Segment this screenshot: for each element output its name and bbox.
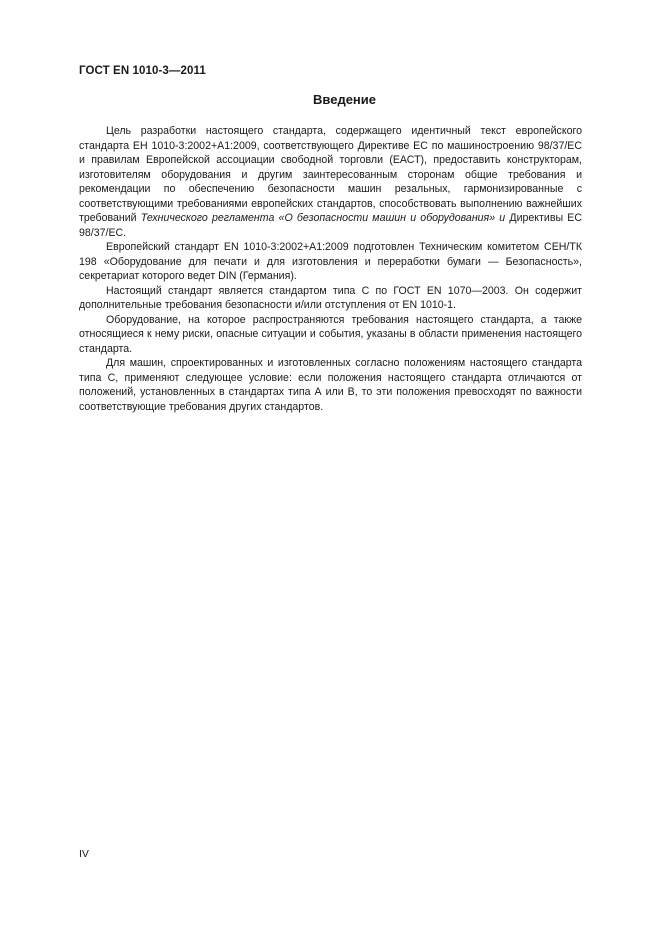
page-number: IV	[79, 848, 89, 860]
paragraph-origin: Европейский стандарт EN 1010-3:2002+A1:2009 подготовлен Техническим комитетом СЕН/ТК 198 «Оборудование для печати и для изготовления и переработки бумаги — Безопасность», секретариат которого ведет DIN (Германия).	[79, 241, 582, 282]
paragraph-purpose	[79, 124, 582, 240]
paragraph-type-c: Настоящий стандарт является стандартом типа С по ГОСТ EN 1070—2003. Он содержит дополнительные требования безопасности и/или отступления от EN 1010-1.	[79, 284, 582, 311]
section-title: Введение	[313, 92, 376, 107]
document-body	[79, 124, 582, 414]
paragraph-scope: Оборудование, на которое распространяются требования настоящего стандарта, а также относящиеся к нему риски, опасные ситуации и события, указаны в области применения настоящего стандарта.	[79, 313, 582, 355]
paragraph-italic-text: Технического регламента «О безопасности машин и оборудования» и	[140, 212, 506, 224]
paragraph-text: Директивы ЕС 98/37/ЕС.	[79, 212, 582, 239]
paragraph-precedence: Для машин, спроектированных и изготовленных согласно положениям настоящего стандарта типа С, применяют следующее условие: если положения настоящего стандарта отличаются от положений, установленных в стандартах типа А или В, то эти положения превосходят по важности соответствующие требования других стандартов.	[79, 357, 582, 413]
paragraph-text: Цель разработки настоящего стандарта, содержащего идентичный текст европейского стандарта ЕН 1010-3:2002+А1:2009, соответствующего Директиве ЕС по машиностроению 98/37/ЕС и правилам Европейской ассоциации свободной торговли (ЕАСТ), предоставить конструкторам, изготовителям оборудования и другим заинтересованным сторонам общие требования и рекомендации по обеспечению безопасности машин резальных, гармонизированные с соответствующими требованиями европейских стандартов, способствовать выполнению важнейших требований	[79, 125, 582, 224]
document-code-header: ГОСТ EN 1010-3—2011	[79, 65, 206, 77]
